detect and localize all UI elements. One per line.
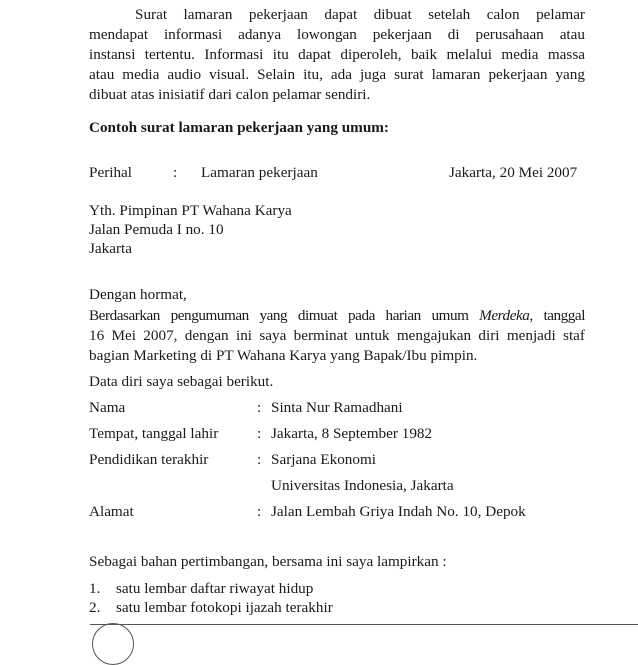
field-colon: : xyxy=(257,399,262,416)
subject-colon: : xyxy=(173,164,178,181)
body-paragraph xyxy=(89,306,585,366)
intro-line: dibuat atas inisiatif dari calon pelamar sendiri. xyxy=(89,86,371,103)
intro-line: mendapat informasi adanya lowongan pekerjaan di perusahaan atau xyxy=(89,26,585,43)
recipient-line: Jalan Pemuda I no. 10 xyxy=(89,221,224,238)
greeting: Dengan hormat, xyxy=(89,286,187,303)
field-value: Jalan Lembah Griya Indah No. 10, Depok xyxy=(271,503,526,520)
attachment-item: satu lembar daftar riwayat hidup xyxy=(116,580,314,597)
field-colon: : xyxy=(257,451,262,468)
intro-line: instansi tertentu. Informasi itu dapat diperoleh, baik melalui media massa xyxy=(89,46,585,63)
field-value: Sinta Nur Ramadhani xyxy=(271,399,403,416)
page-number-circle xyxy=(92,623,134,665)
attachments-intro: Sebagai bahan pertimbangan, bersama ini saya lampirkan : xyxy=(89,553,447,570)
intro-paragraph xyxy=(89,5,585,105)
subject-value: Lamaran pekerjaan xyxy=(201,164,318,181)
subject-label: Perihal xyxy=(89,164,133,181)
attachment-number: 1. xyxy=(89,580,101,597)
field-value: Jakarta, 8 September 1982 xyxy=(271,425,433,442)
recipient-line: Jakarta xyxy=(89,240,133,257)
field-colon: : xyxy=(257,425,262,442)
footer-rule xyxy=(90,624,638,625)
field-colon: : xyxy=(257,503,262,520)
section-heading: Contoh surat lamaran pekerjaan yang umum: xyxy=(89,119,389,136)
field-label: Pendidikan terakhir xyxy=(89,451,209,468)
field-label: Tempat, tanggal lahir xyxy=(89,425,219,442)
intro-line: atau media audio visual. Selain itu, ada juga surat lamaran pekerjaan yang xyxy=(89,66,585,83)
field-value: Sarjana Ekonomi xyxy=(271,451,377,468)
field-label: Nama xyxy=(89,399,126,416)
body-line: bagian Marketing di PT Wahana Karya yang Bapak/Ibu pimpin. xyxy=(89,347,478,364)
data-intro: Data diri saya sebagai berikut. xyxy=(89,373,274,390)
attachment-number: 2. xyxy=(89,599,101,616)
body-line: Berdasarkan pengumuman yang dimuat pada harian umum Merdeka, tanggal xyxy=(89,307,585,324)
body-line: 16 Mei 2007, dengan ini saya berminat untuk mengajukan diri menjadi staf xyxy=(89,327,585,344)
attachment-item: satu lembar fotokopi ijazah terakhir xyxy=(116,599,333,616)
field-value: Universitas Indonesia, Jakarta xyxy=(271,477,454,494)
field-label: Alamat xyxy=(89,503,134,520)
place-date: Jakarta, 20 Mei 2007 xyxy=(449,164,578,181)
recipient-line: Yth. Pimpinan PT Wahana Karya xyxy=(89,202,292,219)
intro-line: Surat lamaran pekerjaan dapat dibuat setelah calon pelamar xyxy=(135,6,585,23)
